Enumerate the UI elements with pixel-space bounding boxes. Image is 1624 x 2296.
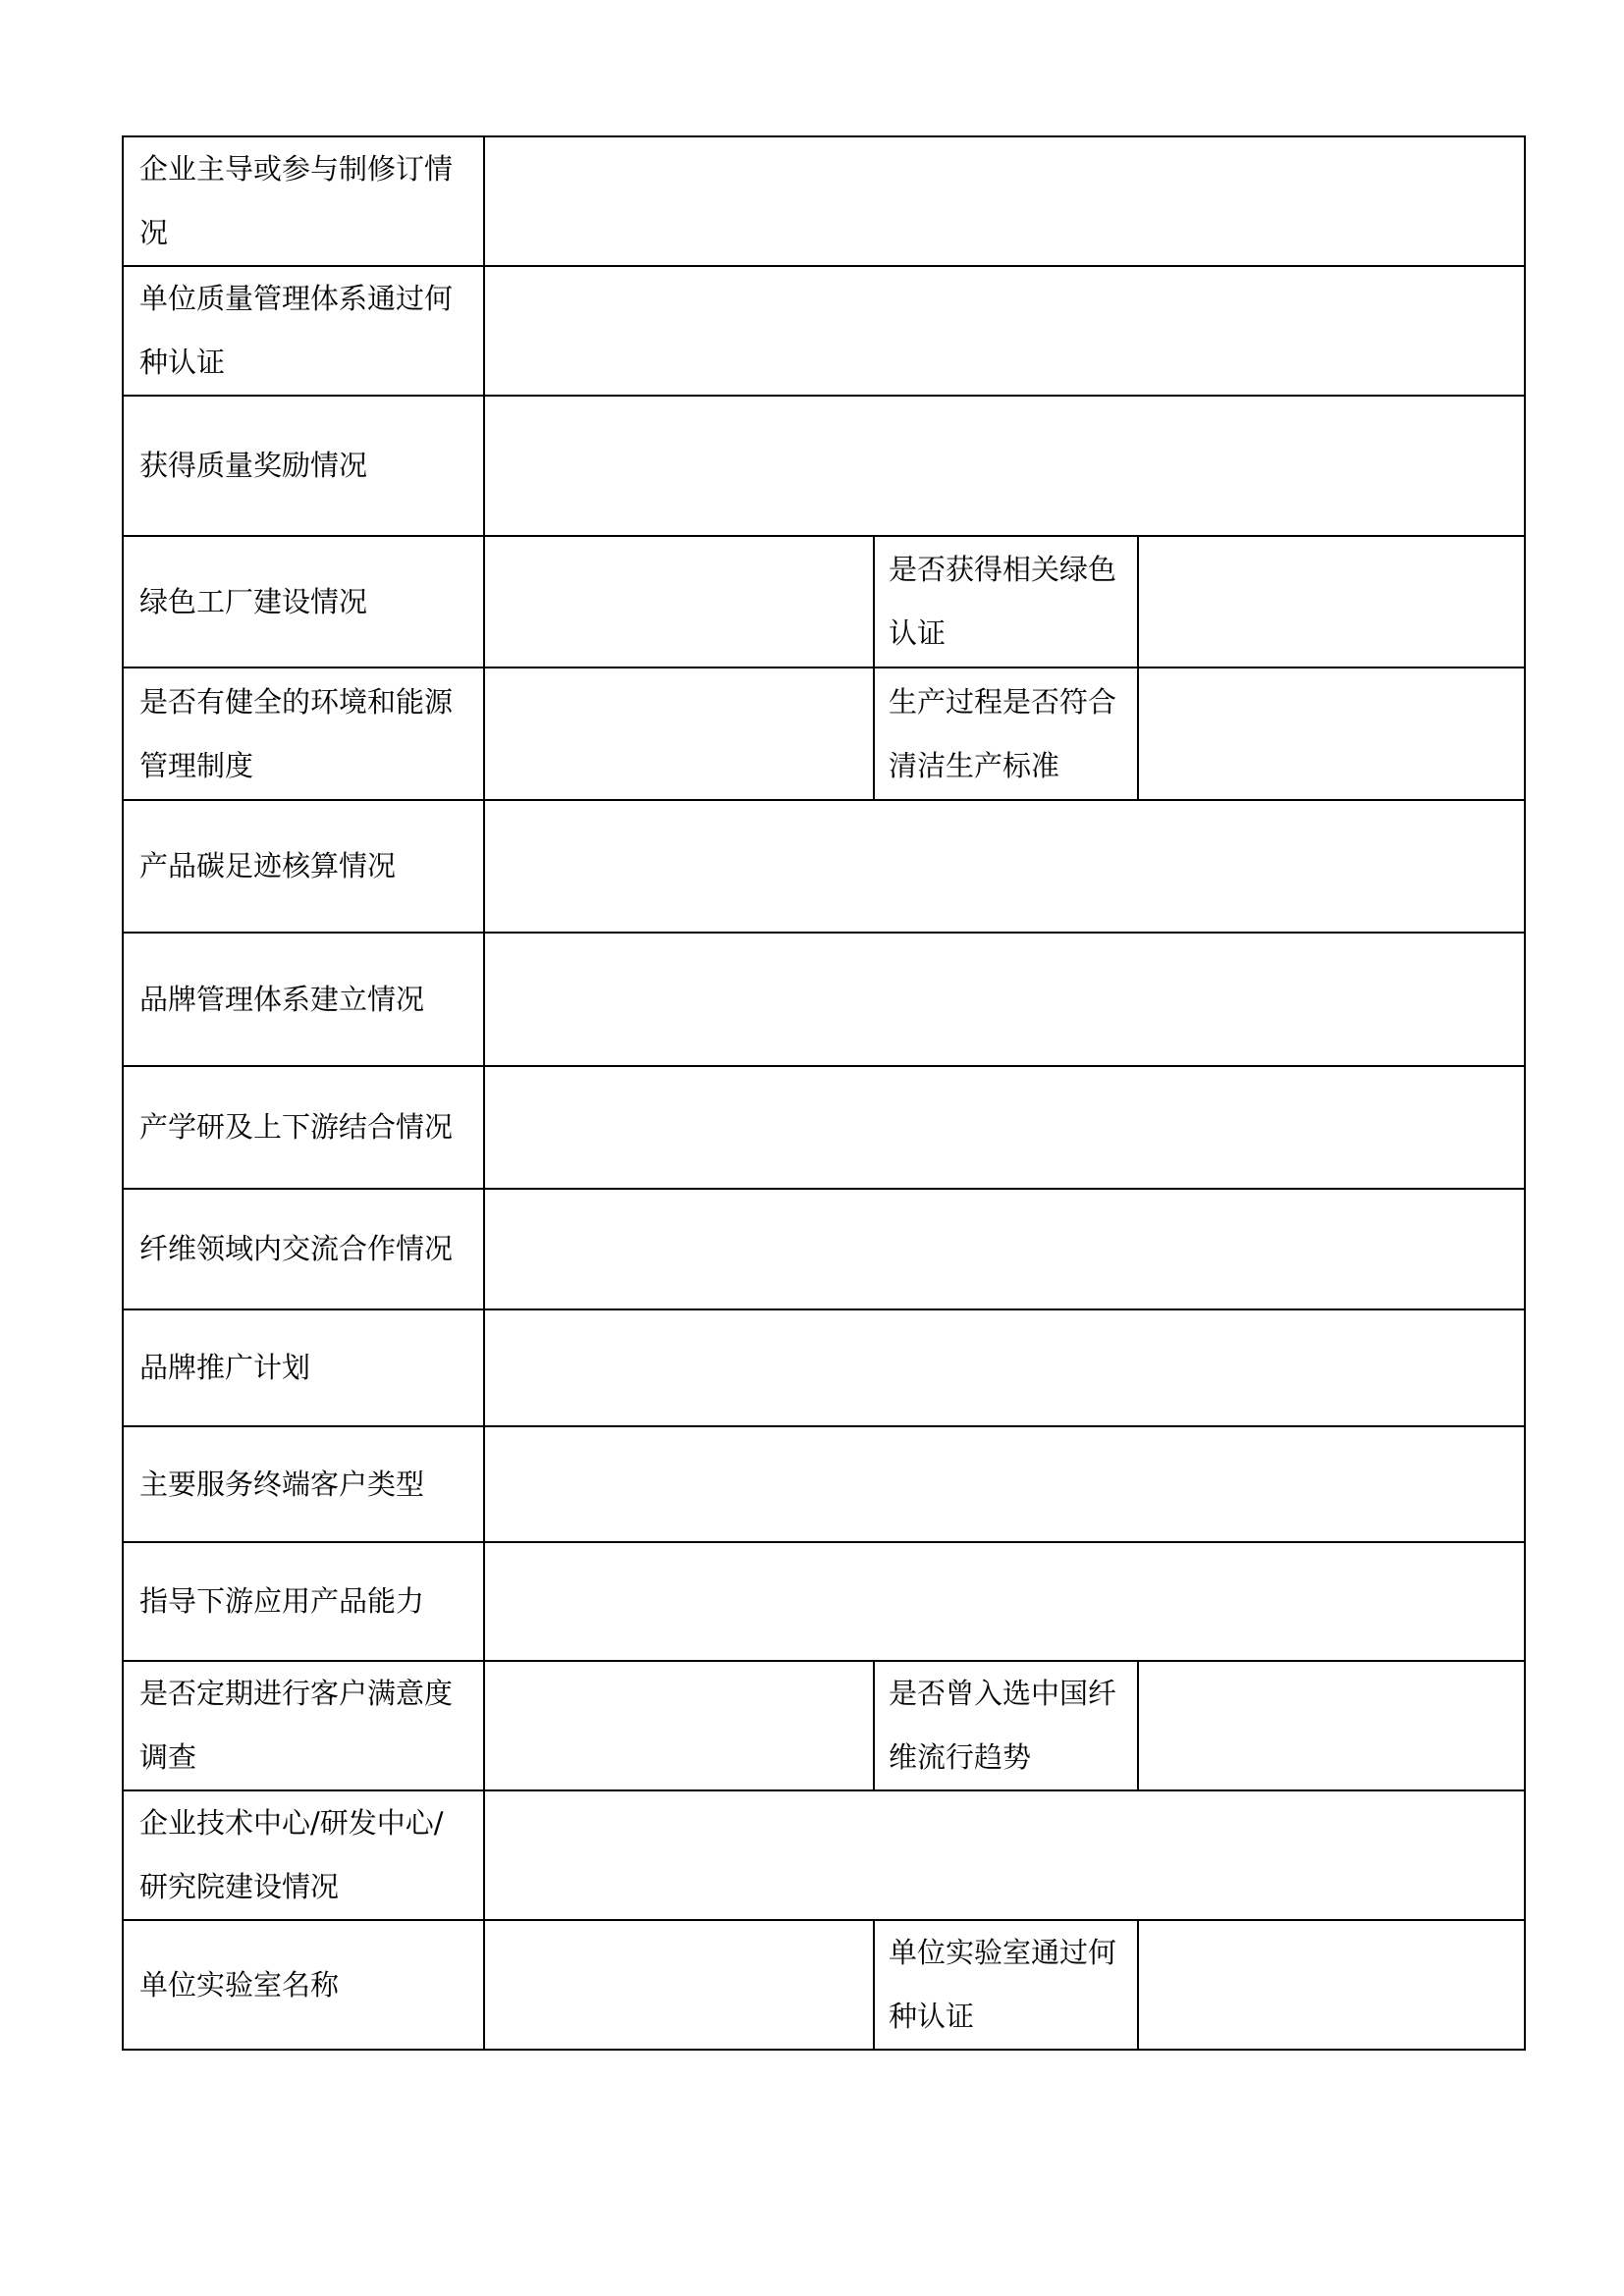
application-form-table xyxy=(122,135,1526,2051)
downstream-guidance-value-cell[interactable] xyxy=(484,1542,1525,1661)
carbon-footprint-value-cell[interactable] xyxy=(484,800,1525,933)
laboratory-name-label: 单位实验室名称 xyxy=(123,1920,484,2050)
green-certification-label: 是否获得相关绿色认证 xyxy=(874,536,1138,667)
fiber-trend-label: 是否曾入选中国纤维流行趋势 xyxy=(874,1661,1138,1790)
green-factory-value-cell[interactable] xyxy=(484,536,874,667)
rd-center-label: 企业技术中心/研发中心/研究院建设情况 xyxy=(123,1790,484,1920)
quality-certification-value-cell[interactable] xyxy=(484,266,1525,396)
table-row xyxy=(123,1189,1525,1309)
table-row xyxy=(123,1790,1525,1920)
brand-management-label: 品牌管理体系建立情况 xyxy=(123,933,484,1066)
green-certification-value-cell[interactable] xyxy=(1138,536,1525,667)
fiber-cooperation-label: 纤维领域内交流合作情况 xyxy=(123,1189,484,1309)
quality-award-value-cell[interactable] xyxy=(484,396,1525,536)
industry-academia-label: 产学研及上下游结合情况 xyxy=(123,1066,484,1189)
environment-energy-value-cell[interactable] xyxy=(484,667,874,800)
table-row xyxy=(123,1920,1525,2050)
satisfaction-survey-label: 是否定期进行客户满意度调查 xyxy=(123,1661,484,1790)
fiber-cooperation-value-cell[interactable] xyxy=(484,1189,1525,1309)
table-row xyxy=(123,667,1525,800)
customer-type-value-cell[interactable] xyxy=(484,1426,1525,1542)
quality-award-label: 获得质量奖励情况 xyxy=(123,396,484,536)
laboratory-name-value-cell[interactable] xyxy=(484,1920,874,2050)
quality-certification-label: 单位质量管理体系通过何种认证 xyxy=(123,266,484,396)
green-factory-label: 绿色工厂建设情况 xyxy=(123,536,484,667)
table-row xyxy=(123,1661,1525,1790)
table-row xyxy=(123,1309,1525,1426)
standards-label: 企业主导或参与制修订情况 xyxy=(123,136,484,266)
downstream-guidance-label: 指导下游应用产品能力 xyxy=(123,1542,484,1661)
table-row xyxy=(123,800,1525,933)
table-row xyxy=(123,1426,1525,1542)
carbon-footprint-label: 产品碳足迹核算情况 xyxy=(123,800,484,933)
brand-management-value-cell[interactable] xyxy=(484,933,1525,1066)
table-row xyxy=(123,396,1525,536)
environment-energy-label: 是否有健全的环境和能源管理制度 xyxy=(123,667,484,800)
brand-promotion-value-cell[interactable] xyxy=(484,1309,1525,1426)
standards-value-cell[interactable] xyxy=(484,136,1525,266)
clean-production-label: 生产过程是否符合清洁生产标准 xyxy=(874,667,1138,800)
clean-production-value-cell[interactable] xyxy=(1138,667,1525,800)
brand-promotion-label: 品牌推广计划 xyxy=(123,1309,484,1426)
fiber-trend-value-cell[interactable] xyxy=(1138,1661,1525,1790)
table-row xyxy=(123,136,1525,266)
customer-type-label: 主要服务终端客户类型 xyxy=(123,1426,484,1542)
rd-center-value-cell[interactable] xyxy=(484,1790,1525,1920)
table-row xyxy=(123,1066,1525,1189)
table-row xyxy=(123,266,1525,396)
table-row xyxy=(123,933,1525,1066)
laboratory-certification-label: 单位实验室通过何种认证 xyxy=(874,1920,1138,2050)
satisfaction-survey-value-cell[interactable] xyxy=(484,1661,874,1790)
laboratory-certification-value-cell[interactable] xyxy=(1138,1920,1525,2050)
table-row xyxy=(123,536,1525,667)
industry-academia-value-cell[interactable] xyxy=(484,1066,1525,1189)
table-row xyxy=(123,1542,1525,1661)
